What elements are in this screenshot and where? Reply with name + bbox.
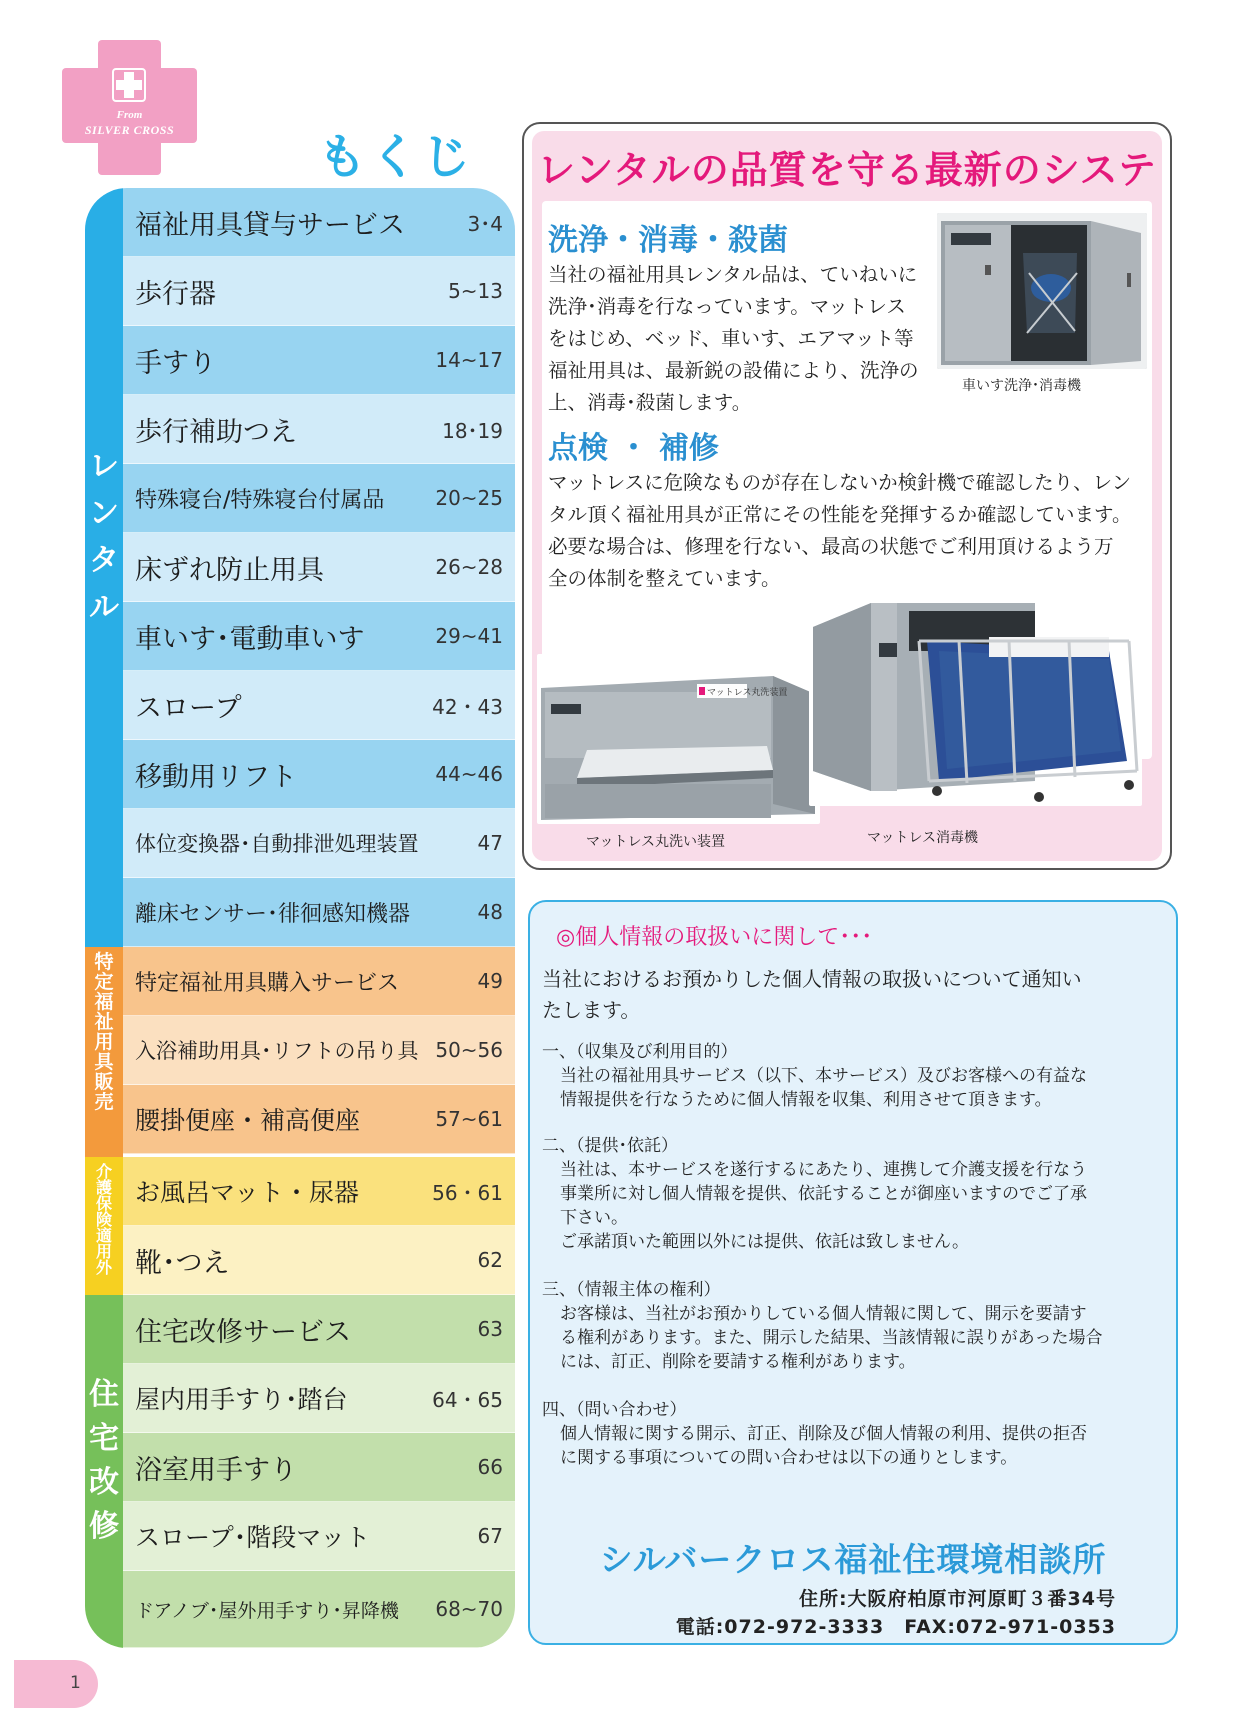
rental-system-inner — [532, 131, 1162, 861]
mattress-disinfector-photo — [809, 601, 1142, 806]
caption-mattress-disinfector: マットレス消毒機 — [867, 830, 979, 846]
privacy-section-1: 一、（収集及び利用目的） 当社の福祉用具サービス（以下、本サービス）及びお客様への有益な 情報提供を行なうために個人情報を収集、利用させて頂きます。 — [542, 1042, 1087, 1110]
category-rental: レ ン タ ル — [85, 188, 123, 947]
toc-item[interactable]: 住宅改修サービス 63 — [123, 1295, 515, 1364]
toc-item[interactable]: 特定福祉用具購入サービス 49 — [123, 947, 515, 1016]
organization-name: シルバークロス福祉住環境相談所 — [599, 1540, 1107, 1579]
logo-name: SILVER CROSS — [84, 123, 175, 137]
toc-item[interactable]: 歩行補助つえ 18･19 — [123, 395, 515, 464]
caption-wheelchair-washer: 車いす洗浄･消毒機 — [962, 378, 1081, 394]
silver-cross-logo — [62, 40, 197, 175]
caption-mattress-washer: マットレス丸洗い装置 — [586, 834, 726, 850]
toc-title: もくじ — [318, 129, 475, 185]
toc-item[interactable]: 体位変換器･自動排泄処理装置 47 — [123, 809, 515, 878]
rental-system-title: レンタルの品質を守る最新のシステ — [537, 148, 1157, 192]
toc-item[interactable]: 特殊寝台/特殊寝台付属品 20~25 — [123, 464, 515, 533]
toc-item[interactable]: スロープ 42・43 — [123, 671, 515, 740]
privacy-section-4: 四、（問い合わせ） 個人情報に関する開示、訂正、削除及び個人情報の利用、提供の拒否 に関する事項についての問い合わせは以下の通りとします。 — [542, 1400, 1087, 1468]
privacy-heading: ◎個人情報の取扱いに関して･･･ — [556, 925, 873, 950]
privacy-section-2: 二、（提供･依託） 当社は、本サービスを遂行するにあたり、連携して介護支援を行なう 事業所に対し個人情報を提供、依託することが御座いますのでご了承 下さい。 ご承諾頂いた範囲以外には提供、依託は致しません。 — [542, 1136, 1087, 1252]
privacy-panel — [528, 900, 1178, 1645]
toc-item[interactable]: 福祉用具貸与サービス 3･4 — [123, 188, 515, 257]
inspect-text: マットレスに危険なものが存在しないか検針機で確認したり、レン タル頂く福祉用具が正常にその性能を発揮するか確認しています。 必要な場合は、修理を行ない、最高の状態でご利用頂けるよう万 全の体制を整えています。 — [548, 471, 1132, 590]
wash-text: 当社の福祉用具レンタル品は、ていねいに 洗浄･消毒を行なっています。マットレス をはじめ、ベッド、車いす、エアマット等 福祉用具は、最新鋭の設備により、洗浄の 上、消毒･殺菌します。 — [548, 263, 919, 414]
toc-item[interactable]: 移動用リフト 44~46 — [123, 740, 515, 809]
wash-heading: 洗浄・消毒・殺菌 — [548, 223, 788, 258]
address: 住所:大阪府柏原市河原町３番34号 — [798, 1588, 1116, 1610]
category-tokutei: 特 定 福 祉 用 具 販 売 — [85, 947, 123, 1157]
toc-item[interactable]: 歩行器 5~13 — [123, 257, 515, 326]
toc-item[interactable]: 浴室用手すり 66 — [123, 1433, 515, 1502]
toc-item[interactable]: 腰掛便座・補高便座 57~61 — [123, 1085, 515, 1154]
wheelchair-washer-photo — [937, 213, 1147, 369]
toc-item[interactable]: ドアノブ･屋外用手すり･昇降機 68~70 — [123, 1571, 515, 1648]
rental-system-panel — [522, 122, 1172, 870]
inspect-heading: 点検 ・ 補修 — [548, 431, 719, 466]
category-kaigo: 介 護 保 険 適 用 外 — [85, 1157, 123, 1295]
phone-fax: 電話:072-972-3333 FAX:072-971-0353 — [675, 1616, 1116, 1638]
machine-label: マットレス丸洗装置 — [707, 688, 788, 698]
toc-item[interactable]: 床ずれ防止用具 26~28 — [123, 533, 515, 602]
page-number: 1 — [70, 1673, 81, 1693]
page-number-tab — [14, 1660, 98, 1708]
toc-item[interactable]: お風呂マット・尿器 56・61 — [123, 1157, 515, 1226]
toc-item[interactable]: 入浴補助用具･リフトの吊り具 50~56 — [123, 1016, 515, 1085]
toc-item[interactable]: 靴･つえ 62 — [123, 1226, 515, 1295]
toc-item[interactable]: スロープ･階段マット 67 — [123, 1502, 515, 1571]
logo-from: From — [116, 109, 143, 121]
table-of-contents — [85, 188, 515, 1648]
toc-item[interactable]: 屋内用手すり･踏台 64・65 — [123, 1364, 515, 1433]
toc-item[interactable]: 車いす･電動車いす 29~41 — [123, 602, 515, 671]
privacy-intro: 当社におけるお預かりした個人情報の取扱いについて通知い たします。 — [542, 967, 1082, 1022]
toc-item[interactable]: 離床センサー･徘徊感知機器 48 — [123, 878, 515, 947]
cross-icon — [112, 68, 146, 102]
privacy-section-3: 三、（情報主体の権利） お客様は、当社がお預かりしている個人情報に関して、開示を要請す る権利があります。また、開示した結果、当該情報に誤りがあった場合 には、訂正、削除を要請する権利があります。 — [542, 1280, 1103, 1372]
mattress-washer-photo — [537, 654, 820, 824]
toc-item[interactable]: 手すり 14~17 — [123, 326, 515, 395]
category-jutaku: 住 宅 改 修 — [85, 1295, 123, 1648]
